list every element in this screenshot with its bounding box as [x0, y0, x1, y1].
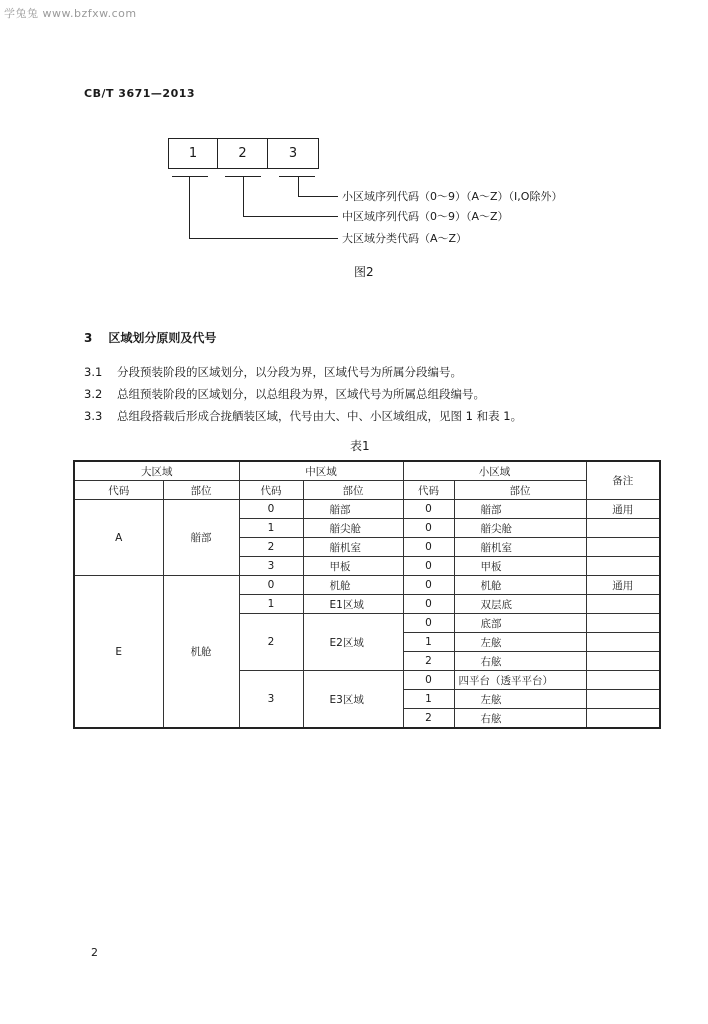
table-caption: 表1 — [350, 439, 370, 453]
code-box-1: 1 — [168, 138, 218, 169]
para-number: 3.2 — [84, 387, 103, 401]
leader-line-2-h — [243, 216, 338, 217]
section-title: 区域划分原则及代号 — [108, 331, 217, 345]
remark — [586, 614, 660, 633]
small-part: 左舷 — [454, 690, 586, 709]
underline-3 — [279, 176, 315, 177]
page-number: 2 — [91, 946, 98, 959]
code-box-3: 3 — [267, 138, 319, 169]
remark — [586, 709, 660, 729]
standard-code: CB/T 3671—2013 — [84, 87, 196, 100]
para-number: 3.1 — [84, 365, 103, 379]
middle-code: 1 — [239, 595, 303, 614]
remark — [586, 595, 660, 614]
large-code: A — [74, 500, 163, 576]
remark — [586, 690, 660, 709]
section-heading — [84, 329, 216, 346]
small-code: 0 — [403, 538, 454, 557]
small-code: 0 — [403, 500, 454, 519]
middle-part: 艏部 — [303, 500, 403, 519]
large-part: 艏部 — [163, 500, 239, 576]
middle-part: 甲板 — [303, 557, 403, 576]
header-middle-region: 中区域 — [239, 461, 403, 481]
small-region-desc: 小区域序列代码（0～9）（A～Z）（I,O除外） — [342, 190, 563, 203]
small-part: 右舷 — [454, 652, 586, 671]
middle-code: 2 — [239, 538, 303, 557]
middle-code: 1 — [239, 519, 303, 538]
subheader-code: 代码 — [239, 481, 303, 500]
remark: 通用 — [586, 576, 660, 595]
watermark: 学兔兔 www.bzfxw.com — [4, 7, 137, 20]
para-text: 总组预装阶段的区域划分，以总组段为界，区域代号为所属总组段编号。 — [117, 387, 485, 401]
middle-code: 0 — [239, 500, 303, 519]
small-part: 底部 — [454, 614, 586, 633]
small-code: 0 — [403, 519, 454, 538]
large-part: 机舱 — [163, 576, 239, 729]
remark — [586, 671, 660, 690]
leader-line-1 — [189, 177, 190, 238]
leader-line-1-h — [189, 238, 338, 239]
header-large-region: 大区域 — [74, 461, 239, 481]
header-remark: 备注 — [586, 461, 660, 500]
remark — [586, 633, 660, 652]
table-row — [74, 500, 660, 519]
para-text: 分段预装阶段的区域划分，以分段为界，区域代号为所属分段编号。 — [117, 365, 462, 379]
small-code: 0 — [403, 576, 454, 595]
table-header-row — [74, 461, 660, 481]
middle-code: 0 — [239, 576, 303, 595]
middle-part: 机舱 — [303, 576, 403, 595]
table-row — [74, 576, 660, 595]
middle-part: E1区域 — [303, 595, 403, 614]
middle-code: 2 — [239, 614, 303, 671]
leader-line-3 — [298, 177, 299, 196]
middle-part: E2区域 — [303, 614, 403, 671]
small-code: 2 — [403, 652, 454, 671]
figure-caption: 图2 — [354, 265, 374, 279]
small-code: 0 — [403, 614, 454, 633]
para-text: 总组段搭载后形成合拢舾装区域，代号由大、中、小区域组成，见图 1 和表 1。 — [117, 409, 523, 423]
small-part: 右舷 — [454, 709, 586, 729]
subheader-part: 部位 — [454, 481, 586, 500]
middle-code: 3 — [239, 671, 303, 729]
small-code: 0 — [403, 671, 454, 690]
paragraph-3-1 — [84, 364, 462, 380]
small-code: 2 — [403, 709, 454, 729]
remark — [586, 538, 660, 557]
remark: 通用 — [586, 500, 660, 519]
large-code: E — [74, 576, 163, 729]
large-region-desc: 大区域分类代码（A～Z） — [342, 232, 468, 245]
small-code: 0 — [403, 557, 454, 576]
leader-line-2 — [243, 177, 244, 216]
code-box-2: 2 — [217, 138, 268, 169]
small-code: 0 — [403, 595, 454, 614]
para-number: 3.3 — [84, 409, 103, 423]
header-small-region: 小区域 — [403, 461, 586, 481]
paragraph-3-2 — [84, 386, 485, 402]
paragraph-3-3 — [84, 408, 522, 424]
region-table — [73, 460, 661, 729]
small-part: 左舷 — [454, 633, 586, 652]
table-subheader-row — [74, 481, 660, 500]
section-number: 3 — [84, 331, 93, 345]
remark — [586, 519, 660, 538]
small-code: 1 — [403, 690, 454, 709]
middle-code: 3 — [239, 557, 303, 576]
remark — [586, 652, 660, 671]
underline-1 — [172, 176, 208, 177]
subheader-part: 部位 — [303, 481, 403, 500]
middle-region-desc: 中区域序列代码（0～9）（A～Z） — [342, 210, 509, 223]
subheader-code: 代码 — [403, 481, 454, 500]
small-part: 艏尖舱 — [454, 519, 586, 538]
subheader-code: 代码 — [74, 481, 163, 500]
small-part: 机舱 — [454, 576, 586, 595]
leader-line-3-h — [298, 196, 338, 197]
small-part: 艏机室 — [454, 538, 586, 557]
small-part: 双层底 — [454, 595, 586, 614]
small-part: 艏部 — [454, 500, 586, 519]
remark — [586, 557, 660, 576]
small-code: 1 — [403, 633, 454, 652]
middle-part: 艏尖舱 — [303, 519, 403, 538]
middle-part: 艏机室 — [303, 538, 403, 557]
middle-part: E3区域 — [303, 671, 403, 729]
subheader-part: 部位 — [163, 481, 239, 500]
small-part: 四平台（透平平台） — [454, 671, 586, 690]
small-part: 甲板 — [454, 557, 586, 576]
